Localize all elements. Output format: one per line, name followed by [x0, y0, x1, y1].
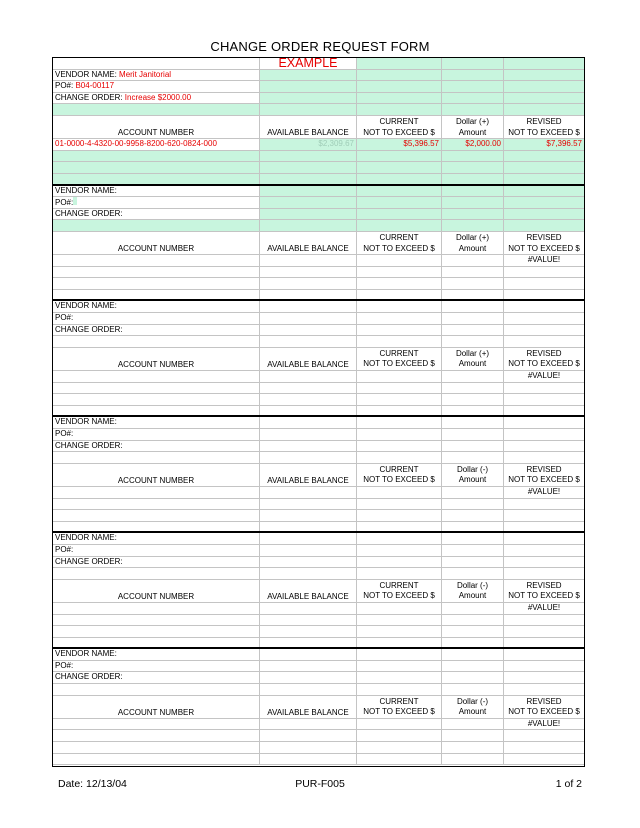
change-order-label: CHANGE ORDER: [53, 441, 260, 452]
example-spacer-row [53, 104, 584, 116]
revised-value-error: #VALUE! [527, 371, 561, 381]
available-balance-header: AVAILABLE BALANCE [260, 232, 357, 254]
section-3-po-row [53, 429, 584, 441]
po-label: PO#: [53, 545, 260, 556]
section-5-header-row [53, 696, 584, 719]
change-order-label: CHANGE ORDER: [53, 557, 260, 568]
example-available-balance[interactable]: $2,309.67 [260, 139, 357, 150]
example-banner-row [53, 58, 584, 70]
change-order-label: CHANGE ORDER: [55, 92, 123, 102]
example-change-order-row [53, 93, 584, 105]
change-order-label: CHANGE ORDER: [53, 209, 260, 220]
section-3-change-order-row [53, 441, 584, 453]
section-2-header-row [53, 348, 584, 371]
example-po-value[interactable]: B04-00117 [75, 81, 115, 91]
example-current[interactable]: $5,396.57 [357, 139, 442, 150]
change-order-sheet [52, 57, 585, 767]
po-label: PO#: [53, 313, 260, 324]
section-1-data-row [53, 255, 584, 267]
section-5-data-row [53, 719, 584, 731]
section-5-vendor-row [53, 649, 584, 661]
vendor-label: VENDOR NAME: [53, 301, 260, 312]
example-account-number[interactable]: 01-0000-4-4320-00-9958-8200-620-0824-000 [53, 139, 260, 150]
page-title: CHANGE ORDER REQUEST FORM [210, 39, 430, 54]
revised-header: REVISED NOT TO EXCEED $ [508, 696, 580, 717]
dollar-header: Dollar (+) Amount [442, 232, 504, 254]
revised-value-error: #VALUE! [527, 602, 561, 612]
current-header: CURRENT NOT TO EXCEED $ [357, 696, 442, 718]
available-balance-header: AVAILABLE BALANCE [260, 116, 357, 138]
section-1-spacer-row [53, 220, 584, 232]
account-number-header: ACCOUNT NUMBER [53, 232, 260, 254]
dollar-header: Dollar (+) Amount [442, 348, 504, 370]
footer-page-number: 1 of 2 [555, 778, 582, 790]
revised-header: REVISED NOT TO EXCEED $ [508, 464, 580, 485]
account-number-header: ACCOUNT NUMBER [53, 464, 260, 486]
section-4-data-row [53, 603, 584, 615]
vendor-label: VENDOR NAME: [53, 533, 260, 544]
po-label: PO#: [55, 81, 74, 91]
section-5-po-row [53, 661, 584, 673]
vendor-label: VENDOR NAME: [53, 186, 260, 197]
example-blank-row [53, 174, 584, 186]
example-data-row [53, 139, 584, 151]
example-revised[interactable]: $7,396.57 [504, 139, 584, 150]
example-vendor-row [53, 70, 584, 82]
section-1-po-row [53, 197, 584, 209]
vendor-label: VENDOR NAME: [55, 69, 117, 79]
dollar-header: Dollar (-) Amount [442, 696, 504, 718]
example-blank-row [53, 151, 584, 163]
current-header: CURRENT NOT TO EXCEED $ [357, 116, 442, 138]
revised-header: REVISED NOT TO EXCEED $ [508, 232, 580, 253]
po-label: PO#: [53, 661, 260, 672]
example-blank-row [53, 162, 584, 174]
available-balance-header: AVAILABLE BALANCE [260, 696, 357, 718]
example-dollar-amount[interactable]: $2,000.00 [442, 139, 504, 150]
section-1-vendor-row [53, 186, 584, 198]
section-4-change-order-row [53, 557, 584, 569]
change-order-label: CHANGE ORDER: [53, 672, 260, 683]
available-balance-header: AVAILABLE BALANCE [260, 348, 357, 370]
account-number-header: ACCOUNT NUMBER [53, 696, 260, 718]
revised-header: REVISED NOT TO EXCEED $ [508, 116, 580, 137]
section-3-header-row [53, 464, 584, 487]
section-4-vendor-row [53, 533, 584, 545]
section-4-po-row [53, 545, 584, 557]
revised-header: REVISED NOT TO EXCEED $ [508, 580, 580, 601]
section-1-header-row [53, 232, 584, 255]
section-3-data-row [53, 487, 584, 499]
section-2-vendor-row [53, 301, 584, 313]
footer-form-code: PUR-F005 [295, 778, 345, 790]
section-5-change-order-row [53, 672, 584, 684]
dollar-header: Dollar (-) Amount [442, 580, 504, 602]
footer-date: Date: 12/13/04 [58, 778, 127, 790]
example-change-order-value[interactable]: Increase $2000.00 [124, 92, 192, 102]
vendor-label: VENDOR NAME: [53, 417, 260, 428]
section-2-po-row [53, 313, 584, 325]
revised-value-error: #VALUE! [527, 255, 561, 265]
account-number-header: ACCOUNT NUMBER [53, 348, 260, 370]
section-2-change-order-row [53, 325, 584, 337]
current-header: CURRENT NOT TO EXCEED $ [357, 348, 442, 370]
account-number-header: ACCOUNT NUMBER [53, 580, 260, 602]
revised-value-error: #VALUE! [527, 486, 561, 496]
revised-header: REVISED NOT TO EXCEED $ [508, 348, 580, 369]
po-label: PO#: [53, 429, 260, 440]
section-3-vendor-row [53, 417, 584, 429]
example-label: EXAMPLE [260, 58, 357, 69]
po-label: PO#: [55, 198, 74, 208]
section-2-data-row [53, 371, 584, 383]
available-balance-header: AVAILABLE BALANCE [260, 580, 357, 602]
dollar-header: Dollar (-) Amount [442, 464, 504, 486]
available-balance-header: AVAILABLE BALANCE [260, 464, 357, 486]
vendor-label: VENDOR NAME: [53, 649, 260, 660]
example-vendor-value[interactable]: Merit Janitorial [119, 69, 172, 79]
dollar-header: Dollar (+) Amount [442, 116, 504, 138]
example-po-row [53, 81, 584, 93]
current-header: CURRENT NOT TO EXCEED $ [357, 232, 442, 254]
example-header-row [53, 116, 584, 139]
current-header: CURRENT NOT TO EXCEED $ [357, 580, 442, 602]
section-4-header-row [53, 580, 584, 603]
account-number-header: ACCOUNT NUMBER [53, 116, 260, 138]
change-order-label: CHANGE ORDER: [53, 325, 260, 336]
current-header: CURRENT NOT TO EXCEED $ [357, 464, 442, 486]
revised-value-error: #VALUE! [527, 718, 561, 728]
section-1-change-order-row [53, 209, 584, 221]
